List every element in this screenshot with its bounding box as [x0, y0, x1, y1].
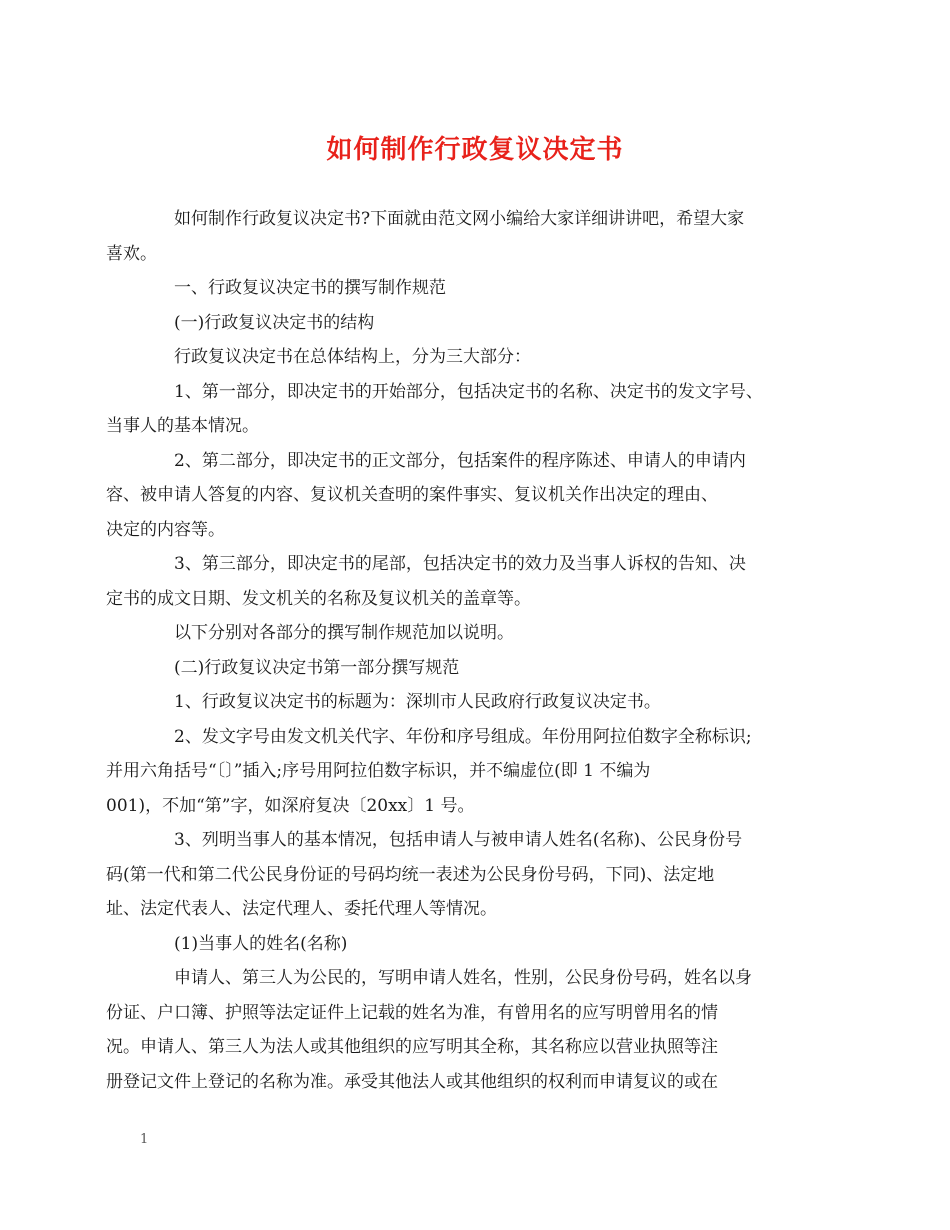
text-line: 如何制作行政复议决定书?下面就由范文网小编给大家详细讲讲吧，希望大家	[174, 209, 745, 229]
text-line: 申请人、第三人为公民的，写明申请人姓名，性别，公民身份号码，姓名以身	[174, 968, 752, 988]
paragraph	[106, 720, 820, 824]
text-line: 1、第一部分，即决定书的开始部分，包括决定书的名称、决定书的发文字号、	[174, 381, 763, 402]
paragraph	[106, 202, 820, 271]
text-line: 3、列明当事人的基本情况，包括申请人与被申请人姓名(名称)、公民身份号	[174, 830, 743, 850]
paragraph	[106, 961, 820, 1099]
text-line: 决定的内容等。	[106, 519, 225, 540]
text-line: 001)，不加“第”字，如深府复决〔20xx〕1 号。	[106, 795, 475, 816]
text-line: 以下分别对各部分的撰写制作规范加以说明。	[174, 623, 514, 643]
paragraph	[106, 547, 820, 616]
paragraph	[106, 444, 820, 548]
text-line: 2、第二部分，即决定书的正文部分，包括案件的程序陈述、申请人的申请内	[174, 450, 746, 471]
text-line: 并用六角括号“〔〕”插入;序号用阿拉伯数字标识，并不编虚位(即 1 不编为	[106, 761, 651, 781]
text-line: 1、行政复议决定书的标题为：深圳市人民政府行政复议决定书。	[174, 692, 661, 712]
text-line: 容、被申请人答复的内容、复议机关查明的案件事实、复议机关作出决定的理由、	[106, 485, 718, 505]
text-line: 况。申请人、第三人为法人或其他组织的应写明其全称，其名称应以营业执照等注	[106, 1037, 718, 1057]
subsection-heading	[140, 927, 820, 962]
text-line: 份证、户口簿、护照等法定证件上记载的姓名为准，有曾用名的应写明曾用名的情	[106, 1002, 718, 1023]
document-title: 如何制作行政复议决定书	[326, 135, 624, 165]
page-number: 1	[140, 1132, 149, 1147]
text-line: 一、行政复议决定书的撰写制作规范	[174, 278, 446, 298]
text-line: 册登记文件上登记的名称为准。承受其他法人或其他组织的权利而申请复议的或在	[106, 1071, 718, 1092]
paragraph	[106, 375, 820, 444]
text-line: 当事人的基本情况。	[106, 416, 259, 436]
subsection-heading	[140, 306, 820, 341]
text-line: 2、发文字号由发文机关代字、年份和序号组成。年份用阿拉伯数字全称标识;	[174, 726, 752, 747]
text-line: 址、法定代表人、法定代理人、委托代理人等情况。	[106, 899, 497, 919]
text-line: (二)行政复议决定书第一部分撰写规范	[174, 657, 460, 678]
subsection-heading	[140, 651, 820, 686]
paragraph	[106, 823, 820, 927]
text-line: (一)行政复议决定书的结构	[174, 312, 375, 333]
paragraph	[140, 616, 820, 651]
text-line: 码(第一代和第二代公民身份证的号码均统一表述为公民身份号码，下同)、法定地	[106, 864, 715, 885]
document-body	[106, 202, 820, 1099]
text-line: 行政复议决定书在总体结构上，分为三大部分：	[174, 347, 531, 367]
text-line: 喜欢。	[106, 243, 157, 264]
text-line: (1)当事人的姓名(名称)	[174, 933, 348, 954]
text-line: 定书的成文日期、发文机关的名称及复议机关的盖章等。	[106, 588, 531, 609]
paragraph	[140, 685, 820, 720]
section-heading	[140, 271, 820, 306]
paragraph	[140, 340, 820, 375]
text-line: 3、第三部分，即决定书的尾部，包括决定书的效力及当事人诉权的告知、决	[174, 554, 746, 574]
